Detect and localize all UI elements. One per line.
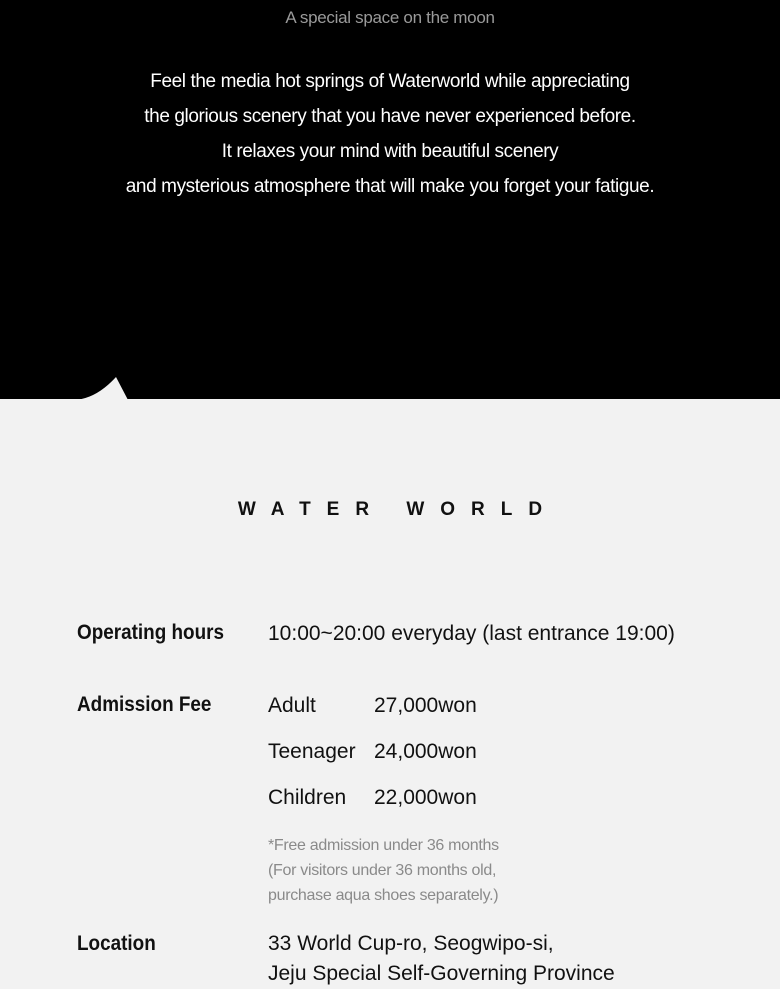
hero-description-line: Feel the media hot springs of Waterworld while appreciating bbox=[150, 71, 630, 92]
hero-description-line: and mysterious atmosphere that will make you forget your fatigue. bbox=[125, 176, 655, 197]
hero-description-line: It relaxes your mind with beautiful scenery bbox=[221, 141, 559, 162]
operating-hours-value: 10:00~20:00 everyday (last entrance 19:00) bbox=[268, 622, 675, 645]
operating-hours-label: Operating hours bbox=[77, 621, 225, 644]
hero-section bbox=[0, 0, 780, 399]
hero-subtitle: A special space on the moon bbox=[285, 8, 495, 27]
location-value bbox=[268, 929, 615, 989]
location-line: Jeju Special Self-Governing Province bbox=[268, 962, 615, 985]
hero-description bbox=[0, 64, 780, 204]
admission-fee-label: Admission Fee bbox=[77, 693, 212, 716]
location-label: Location bbox=[77, 932, 156, 955]
admission-note-line: *Free admission under 36 months bbox=[268, 837, 499, 854]
admission-note-line: (For visitors under 36 months old, bbox=[268, 862, 497, 879]
fee-name-children: Children bbox=[268, 786, 347, 809]
hero-description-line: the glorious scenery that you have never experienced before. bbox=[144, 106, 636, 127]
location-line: 33 World Cup-ro, Seogwipo-si, bbox=[268, 932, 554, 955]
fee-name-adult: Adult bbox=[268, 694, 316, 717]
fee-price-children: 22,000won bbox=[374, 786, 477, 809]
info-section bbox=[0, 399, 780, 986]
fee-price-adult: 27,000won bbox=[374, 694, 477, 717]
fee-name-teenager: Teenager bbox=[268, 740, 356, 763]
moon-graphic bbox=[0, 360, 140, 399]
brand-title: WATER WORLD bbox=[237, 499, 559, 520]
admission-note bbox=[268, 833, 499, 908]
fee-price-teenager: 24,000won bbox=[374, 740, 477, 763]
admission-note-line: purchase aqua shoes separately.) bbox=[268, 887, 499, 904]
